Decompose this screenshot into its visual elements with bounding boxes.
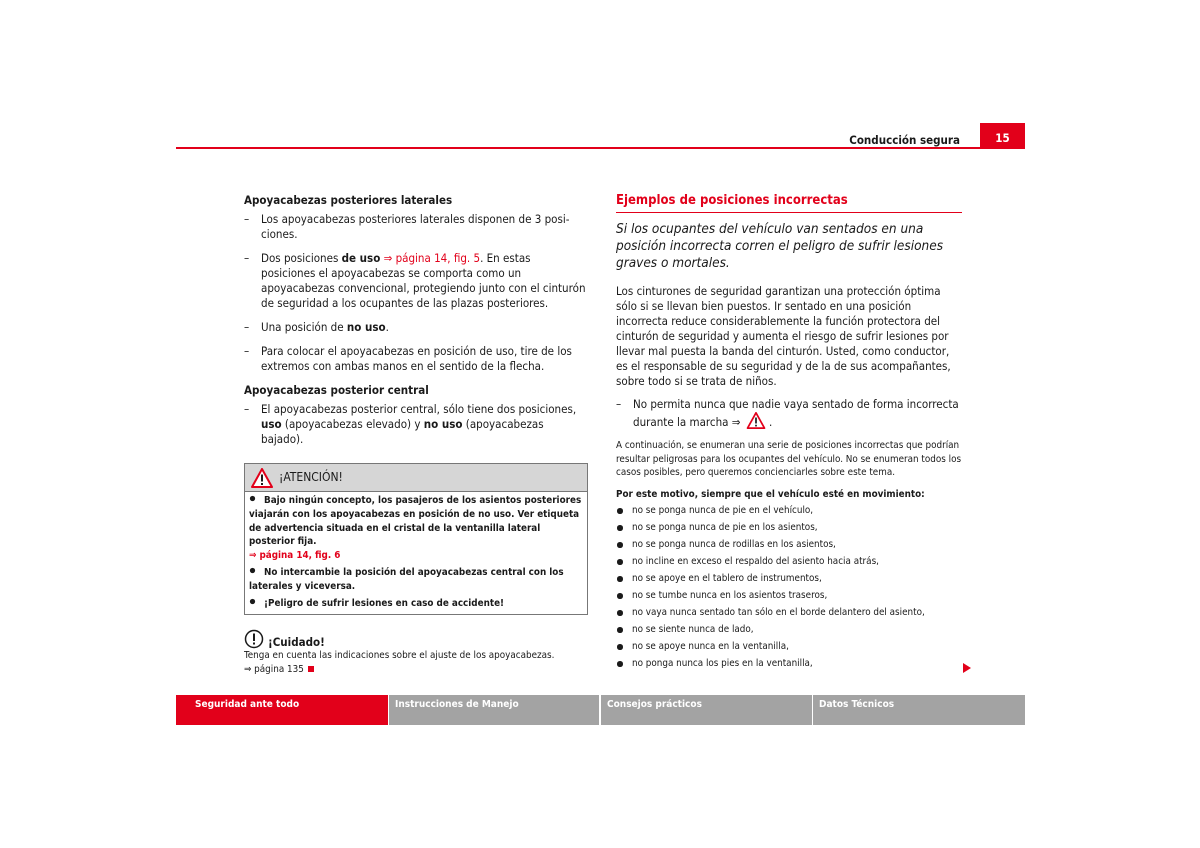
bold-term: uso	[261, 417, 282, 431]
page-number: 15	[980, 123, 1025, 149]
list-item-text: .	[385, 320, 389, 334]
tab-instrucciones[interactable]: Instrucciones de Manejo	[389, 695, 599, 725]
list-item-text: (apoyacabezas elevado) y	[281, 417, 424, 431]
list-item	[244, 212, 588, 242]
end-marker-icon	[308, 666, 314, 672]
warning-title: ¡ATENCIÓN!	[279, 470, 343, 484]
warning-item	[249, 494, 583, 563]
continue-arrow-icon[interactable]	[963, 663, 971, 673]
section-title: Conducción segura	[849, 133, 960, 147]
warning-text: ¡Peligro de sufrir lesiones en caso de accidente!	[264, 597, 505, 609]
left-column	[244, 193, 588, 676]
header-rule	[176, 147, 980, 149]
caution-note	[244, 629, 588, 676]
list-item	[244, 344, 588, 374]
list-item-text: (apoyacabezas bajado).	[261, 417, 544, 446]
warning-triangle-icon	[746, 412, 766, 429]
warning-item	[249, 566, 583, 594]
heading-lateral: Apoyacabezas posteriores laterales	[244, 193, 453, 207]
list-item: no se ponga nunca de rodillas en los asientos,	[616, 536, 962, 553]
bold-term: no uso	[346, 320, 386, 334]
list-item	[616, 397, 962, 430]
caution-title: ¡Cuidado!	[268, 634, 325, 649]
warning-box	[244, 463, 588, 615]
caution-ref-line	[244, 663, 588, 677]
incorrect-positions-list	[616, 502, 962, 672]
list-item-text: .	[769, 415, 773, 429]
caution-circle-icon	[244, 629, 264, 649]
tab-seguridad[interactable]: Seguridad ante todo	[176, 695, 388, 725]
warning-text: Bajo ningún concepto, los pasajeros de los asientos posteriores viajarán con los apoyacabezas en posición de no uso. Ver etiqueta de advertencia situada en el cristal de la ventanilla lateral posterior fija.	[249, 495, 582, 548]
list-item	[244, 320, 588, 335]
list-item: no se apoye nunca en la ventanilla,	[616, 638, 962, 655]
heading-central: Apoyacabezas posterior central	[244, 383, 429, 397]
driver-list	[616, 397, 962, 430]
list-item: no se tumbe nunca en los asientos traseros,	[616, 587, 962, 604]
lateral-list	[244, 212, 588, 374]
list-item	[244, 251, 588, 311]
warning-triangle-icon	[251, 468, 273, 488]
page-reference-link[interactable]: ⇒ página 135	[244, 663, 304, 675]
list-item-text: . En estas posiciones el apoyacabezas se comporta como un apoyacabezas convencional, protegiendo junto con el cinturón de seguridad a los ocupantes de las plazas posteriores.	[261, 251, 586, 310]
small-paragraph: A continuación, se enumeran una serie de posiciones incorrectas que podrían resultar peligrosas para los ocupantes del vehículo. No se enumeran todos los casos posibles, pero queremos concienciarles sobre este tema.	[616, 440, 962, 478]
list-item: no vaya nunca sentado tan sólo en el borde delantero del asiento,	[616, 604, 962, 621]
list-item-text: Los apoyacabezas posteriores laterales disponen de 3 posiciones.	[261, 212, 570, 241]
list-item: no incline en exceso el respaldo del asiento hacia atrás,	[616, 553, 962, 570]
list-item: no se ponga nunca de pie en el vehículo,	[616, 502, 962, 519]
tab-consejos[interactable]: Consejos prácticos	[601, 695, 812, 725]
page-reference-link[interactable]: ⇒ página 14, fig. 6	[249, 550, 341, 562]
list-item: no se siente nunca de lado,	[616, 621, 962, 638]
bold-term: no uso	[423, 417, 463, 431]
lead-paragraph: Si los ocupantes del vehículo van sentados en una posición incorrecta corren el peligro de sufrir lesiones graves o mortales.	[616, 221, 944, 271]
list-item-text: Para colocar el apoyacabezas en posición de uso, tire de los extremos con ambas manos en el sentido de la flecha.	[261, 344, 572, 373]
list-item-text: No permita nunca que nadie vaya sentado de forma incorrecta durante la marcha ⇒	[633, 397, 959, 429]
section-heading: Ejemplos de posiciones incorrectas	[616, 193, 962, 213]
bold-intro: Por este motivo, siempre que el vehículo esté en movimiento:	[616, 488, 925, 500]
warning-text: No intercambie la posición del apoyacabezas central con los laterales y viceversa.	[249, 566, 564, 592]
list-item: no se ponga nunca de pie en los asientos,	[616, 519, 962, 536]
bullet-icon	[250, 598, 255, 603]
list-item-text: El apoyacabezas posterior central, sólo tiene dos posiciones,	[261, 402, 577, 416]
body-paragraph: Los cinturones de seguridad garantizan una protección óptima sólo si se llevan bien puestos. Ir sentado en una posición incorrecta reduce considerablemente la función protectora del cinturón de seguridad y aumenta el riesgo de sufrir lesiones por llevar mal puesta la banda del cinturón. Usted, como conductor, es el responsable de su seguridad y de la de sus acompañantes, sobre todo si se trata de niños.	[616, 284, 951, 388]
central-list	[244, 402, 588, 447]
warning-header	[245, 464, 587, 492]
bullet-icon	[250, 496, 255, 501]
caution-header	[244, 629, 588, 649]
list-item-text: Una posición de	[261, 320, 347, 334]
warning-body	[245, 492, 587, 614]
right-column	[616, 193, 962, 672]
bullet-icon	[250, 568, 255, 573]
page-reference-link[interactable]: ⇒ página 14, fig. 5	[383, 251, 481, 265]
tab-datos-tecnicos[interactable]: Datos Técnicos	[813, 695, 1025, 725]
list-item: no se apoye en el tablero de instrumentos,	[616, 570, 962, 587]
list-item	[244, 402, 588, 447]
list-item: no ponga nunca los pies en la ventanilla,	[616, 655, 962, 672]
caution-text: Tenga en cuenta las indicaciones sobre el ajuste de los apoyacabezas.	[244, 650, 555, 662]
list-item-text: Dos posiciones	[261, 251, 342, 265]
bold-term: de uso	[341, 251, 381, 265]
warning-item	[249, 597, 583, 611]
